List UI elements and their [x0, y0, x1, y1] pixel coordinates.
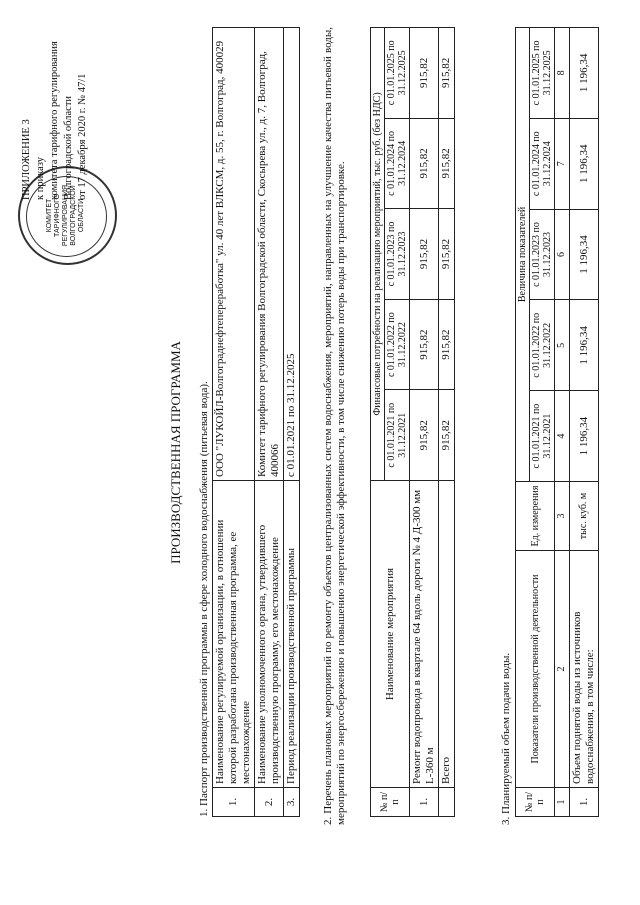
- table-row: [284, 28, 300, 817]
- section2-heading: 2. Перечень плановых мероприятий по ремонту объектов централизованных систем водоснабжения, мероприятий, направленных на улучшение качества питьевой воды, мероприятий по энергосбережению и повышению энергетической эффективности, в том числе снижению потерь воды при транспортировке.: [322, 27, 347, 825]
- period-header: с 01.01.2025 по 31.12.2025: [385, 28, 410, 119]
- period-header: с 01.01.2025 по 31.12.2025: [530, 28, 555, 119]
- table-row: [255, 28, 284, 817]
- col-name-header: Показатели производственной деятельности: [516, 551, 555, 788]
- measures-table: [370, 27, 455, 817]
- measure-value: 915,82: [410, 209, 439, 300]
- measure-value: 915,82: [410, 28, 439, 119]
- row-number: 1.: [410, 788, 439, 817]
- measure-value: 915,82: [410, 118, 439, 209]
- col-number-header: № п/п: [371, 788, 410, 817]
- total-value: 915,82: [439, 390, 455, 481]
- row-value: с 01.01.2021 по 31.12.2025: [284, 28, 300, 481]
- index-cell: 3: [555, 482, 570, 551]
- table-total-row: [439, 28, 455, 817]
- row-label: Период реализации производственной программы: [284, 481, 300, 788]
- period-header: с 01.01.2022 по 31.12.2022: [530, 300, 555, 391]
- table-row: [410, 28, 439, 817]
- row-number: 1.: [213, 788, 255, 817]
- page-title: ПРОИЗВОДСТВЕННАЯ ПРОГРАММА: [168, 341, 183, 564]
- section1-heading: 1. Паспорт производственной программы в сфере холодного водоснабжения (питьевая вода).: [198, 381, 210, 817]
- table-row: [570, 28, 599, 817]
- measure-name: Ремонт водопровода в квартале 64 вдоль дороги № 4 Д-300 мм L-360 м: [410, 481, 439, 788]
- stamp-line: КОМИТЕТ: [46, 198, 53, 233]
- total-value: 915,82: [439, 209, 455, 300]
- index-cell: 7: [555, 118, 570, 209]
- period-header: с 01.01.2021 по 31.12.2021: [530, 391, 555, 482]
- index-cell: 5: [555, 300, 570, 391]
- stamp-line: РЕГУЛИРОВАНИЯ: [62, 184, 69, 247]
- appendix-block: [20, 10, 90, 200]
- appendix-line: к приказу: [35, 157, 46, 200]
- row-number: 3.: [284, 788, 300, 817]
- total-label: Всего: [439, 481, 455, 788]
- period-header: с 01.01.2022 по 31.12.2022: [385, 299, 410, 390]
- col-values-header: Величина показателей: [516, 28, 530, 482]
- stamp-line: ОБЛАСТИ: [78, 198, 85, 233]
- table-header-row: [516, 28, 530, 817]
- indicator-value: 1 196,34: [570, 300, 599, 391]
- measure-value: 915,82: [410, 390, 439, 481]
- appendix-line: от 17 декабря 2020 г. № 47/1: [77, 73, 88, 200]
- period-header: с 01.01.2024 по 31.12.2024: [530, 118, 555, 209]
- water-volume-table: [515, 27, 599, 817]
- appendix-line: Волгоградской области: [63, 95, 74, 200]
- indicator-value: 1 196,34: [570, 391, 599, 482]
- indicator-value: 1 196,34: [570, 118, 599, 209]
- index-cell: 2: [555, 551, 570, 788]
- period-header: с 01.01.2023 по 31.12.2023: [530, 209, 555, 300]
- col-finance-header: Финансовые потребности на реализацию мероприятий, тыс. руб. (без НДС): [371, 28, 385, 481]
- col-name-header: Наименование мероприятия: [371, 481, 410, 788]
- row-number: [439, 788, 455, 817]
- indicator-unit: тыс. куб. м: [570, 482, 599, 551]
- table-row: [213, 28, 255, 817]
- index-cell: 4: [555, 391, 570, 482]
- period-header: с 01.01.2021 по 31.12.2021: [385, 390, 410, 481]
- stamp-line: ВОЛГОГРАДСКОЙ: [70, 185, 77, 246]
- row-value: ООО "ЛУКОЙЛ-Волгограднефтепереработка" ул. 40 лет ВЛКСМ, д. 55, г. Волгоград, 400029: [213, 28, 255, 481]
- appendix-line: ПРИЛОЖЕНИЕ 3: [21, 119, 32, 200]
- stamp-line: ТАРИФНОГО: [54, 193, 61, 238]
- row-label: Наименование уполномоченного органа, утвердившего производственную программу, его местонахождение: [255, 481, 284, 788]
- period-header: с 01.01.2024 по 31.12.2024: [385, 118, 410, 209]
- passport-table: [212, 27, 300, 817]
- col-unit-header: Ед. измерения: [516, 482, 555, 551]
- period-header: с 01.01.2023 по 31.12.2023: [385, 209, 410, 300]
- row-label: Наименование регулируемой организации, в отношении которой разработана производственная программа, ее местонахождение: [213, 481, 255, 788]
- indicator-name: Объем поднятой воды из источников водоснабжения, в том числе:: [570, 551, 599, 788]
- index-cell: 8: [555, 28, 570, 119]
- indicator-value: 1 196,34: [570, 28, 599, 119]
- total-value: 915,82: [439, 118, 455, 209]
- table-index-row: [555, 28, 570, 817]
- col-number-header: № п/п: [516, 788, 555, 817]
- measure-value: 915,82: [410, 299, 439, 390]
- section3-heading: 3. Планируемый объем подачи воды.: [500, 652, 512, 825]
- indicator-value: 1 196,34: [570, 209, 599, 300]
- appendix-line: комитета тарифного регулирования: [49, 41, 60, 200]
- row-number: 1.: [570, 788, 599, 817]
- row-value: Комитет тарифного регулирования Волгоградской области, Скосырева ул., д. 7, Волгоград, 400066: [255, 28, 284, 481]
- index-cell: 6: [555, 209, 570, 300]
- row-number: 2.: [255, 788, 284, 817]
- total-value: 915,82: [439, 299, 455, 390]
- index-cell: 1: [555, 788, 570, 817]
- table-header-row: [371, 28, 385, 817]
- total-value: 915,82: [439, 28, 455, 119]
